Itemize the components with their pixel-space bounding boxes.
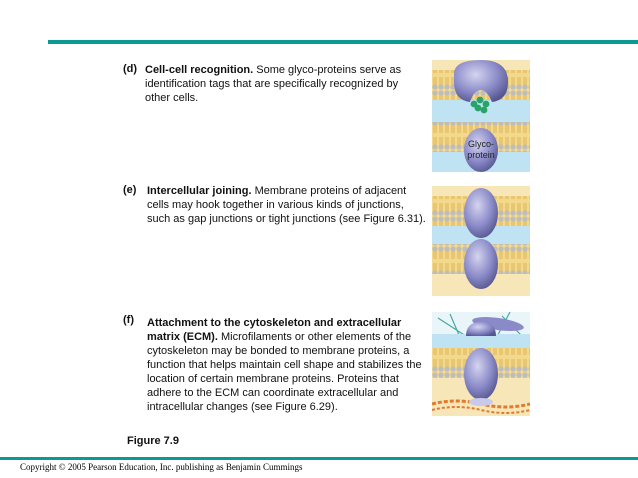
- cytoskeleton-ecm-diagram: [432, 312, 530, 416]
- cell-recognition-diagram: [432, 60, 530, 172]
- section-e-body: Membrane proteins of adjacent cells may hook together in various kinds of junctions, such as gap junctions or tight junctions (see Figure 6.31).: [147, 185, 426, 225]
- cytoskeleton-link: [469, 398, 493, 406]
- section-d-letter: (d): [123, 63, 138, 75]
- section-e-text: [147, 184, 427, 226]
- section-f-letter: (f): [123, 314, 134, 326]
- junction-protein-lower: [464, 239, 498, 289]
- figure-caption: Figure 7.9: [127, 435, 179, 447]
- section-e-letter: (e): [123, 184, 137, 196]
- glycoprotein-label-2: protein: [467, 150, 495, 160]
- bottom-accent-bar: [0, 457, 638, 460]
- section-e-title: Intercellular joining.: [147, 185, 252, 197]
- section-f-text: [147, 316, 429, 414]
- copyright-notice: Copyright © 2005 Pearson Education, Inc. publishing as Benjamin Cummings: [20, 462, 303, 472]
- section-d-body: Some glyco-proteins serve as identification tags that are specifically recognized by other cells.: [145, 64, 402, 104]
- glycoprotein-label-1: Glyco-: [467, 139, 495, 149]
- section-f-body: Microfilaments or other elements of the cytoskeleton may be bonded to membrane proteins, a function that helps maintain cell shape and stabilizes the location of certain membrane proteins. Proteins that adhere to the ECM can coordinate extracellular and intracellular changes (see Figure 6.29).: [147, 331, 422, 413]
- top-accent-bar: [48, 40, 638, 44]
- junction-protein-upper: [464, 188, 498, 238]
- section-f-title: Attachment to the cytoskeleton and extracellular matrix (ECM).: [147, 317, 402, 343]
- intercellular-joining-diagram: [432, 186, 530, 296]
- section-d-text: [145, 63, 407, 105]
- section-d-title: Cell-cell recognition.: [145, 64, 254, 76]
- ecm-space: [432, 334, 530, 348]
- membrane-protein: [464, 348, 498, 400]
